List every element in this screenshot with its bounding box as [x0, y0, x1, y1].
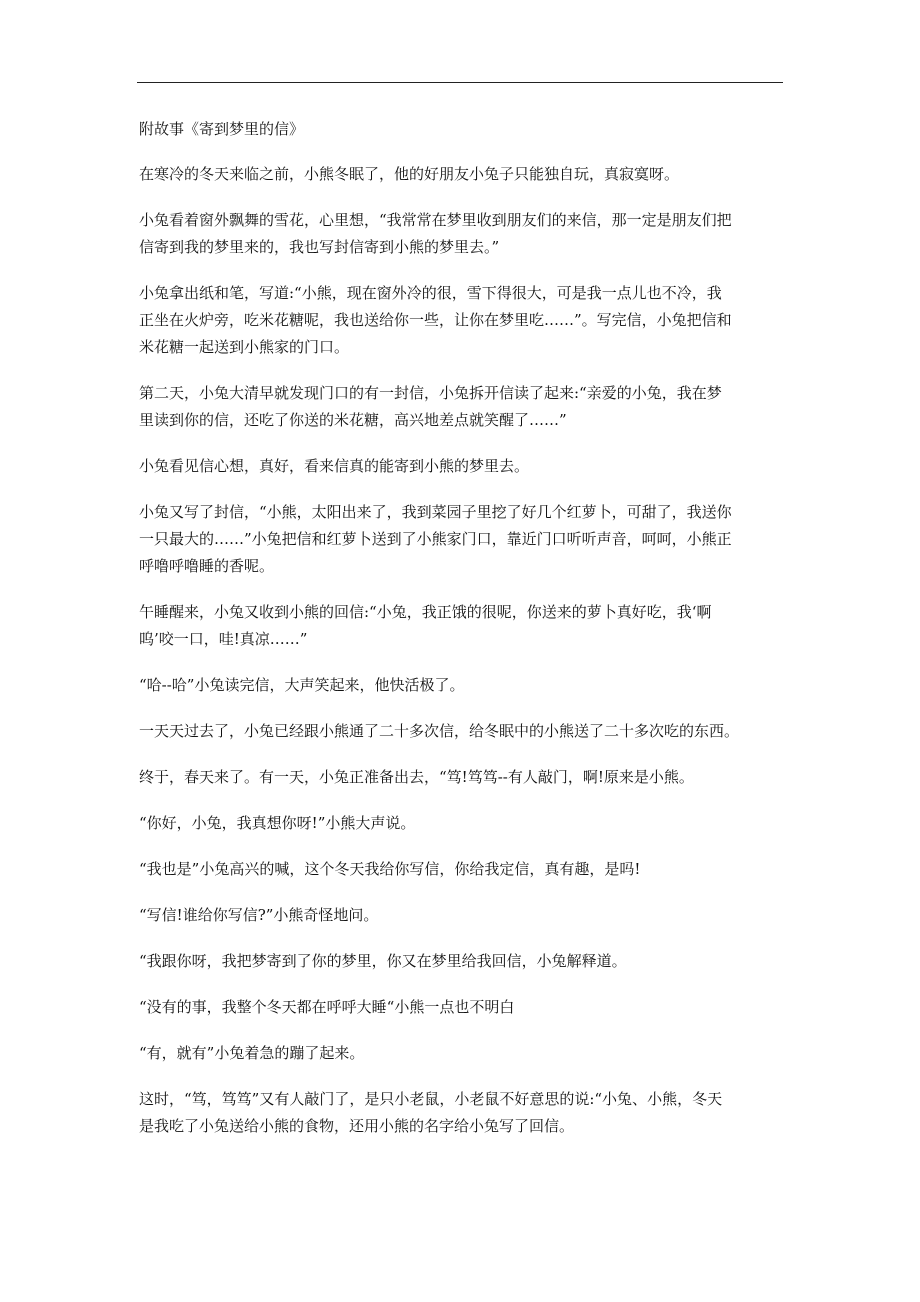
paragraph-11: “你好，小兔，我真想你呀!”小熊大声说。	[139, 814, 416, 832]
paragraph-2: 小兔看着窗外飘舞的雪花，心里想，“我常常在梦里收到朋友们的来信，那一定是朋友们把 信寄到我的梦里来的，我也写封信寄到小熊的梦里去。”	[139, 211, 732, 256]
paragraph-9: 一天天过去了，小兔已经跟小熊通了二十多次信，给冬眠中的小熊送了二十多次吃的东西。	[139, 722, 740, 740]
paragraph-3: 小兔拿出纸和笔，写道:“小熊，现在窗外冷的很，雪下得很大，可是我一点儿也不冷，我 正坐在火炉旁，吃米花糖呢，我也送给你一些，让你在梦里吃……”。写完信，小兔把信和 米花糖一起送到小熊家的门口。	[139, 284, 732, 356]
header-rule	[137, 82, 783, 83]
paragraph-8: “哈--哈”小兔读完信，大声笑起来，他快活极了。	[139, 676, 465, 694]
paragraph-7: 午睡醒来，小兔又收到小熊的回信:“小兔，我正饿的很呢，你送来的萝卜真好吃，我‘啊 呜’咬一口，哇!真凉……”	[139, 603, 712, 648]
paragraph-16: “有，就有”小兔着急的蹦了起来。	[139, 1044, 365, 1062]
paragraph-10: 终于，春天来了。有一天，小兔正准备出去，“笃!笃笃--有人敲门，啊!原来是小熊。	[139, 768, 694, 786]
paragraph-13: “写信!谁给你写信?”小熊奇怪地问。	[139, 906, 379, 924]
paragraph-5: 小兔看见信心想，真好，看来信真的能寄到小熊的梦里去。	[139, 457, 530, 475]
paragraph-15: “没有的事，我整个冬天都在呼呼大睡“小熊一点也不明白	[139, 998, 515, 1016]
story-title: 附故事《寄到梦里的信》	[139, 120, 305, 138]
document-body	[139, 116, 787, 1159]
paragraph-6: 小兔又写了封信，“小熊，太阳出来了，我到菜园子里挖了好几个红萝卜，可甜了，我送你 一只最大的……”小兔把信和红萝卜送到了小熊家门口，靠近门口听听声音，呵呵，小熊正 呼噜呼噜睡的香呢。	[139, 503, 732, 575]
paragraph-12: “我也是”小兔高兴的喊，这个冬天我给你写信，你给我定信，真有趣，是吗!	[139, 860, 641, 878]
paragraph-1: 在寒冷的冬天来临之前，小熊冬眠了，他的好朋友小兔子只能独自玩，真寂寞呀。	[139, 165, 680, 183]
paragraph-17: 这时，“笃，笃笃”又有人敲门了，是只小老鼠，小老鼠不好意思的说:“小兔、小熊，冬天 是我吃了小兔送给小熊的食物，还用小熊的名字给小兔写了回信。	[139, 1090, 723, 1135]
paragraph-4: 第二天，小兔大清早就发现门口的有一封信，小兔拆开信读了起来:“亲爱的小兔，我在梦 里读到你的信，还吃了你送的米花糖，高兴地差点就笑醒了……”	[139, 384, 722, 429]
paragraph-14: “我跟你呀，我把梦寄到了你的梦里，你又在梦里给我回信，小兔解释道。	[139, 952, 627, 970]
